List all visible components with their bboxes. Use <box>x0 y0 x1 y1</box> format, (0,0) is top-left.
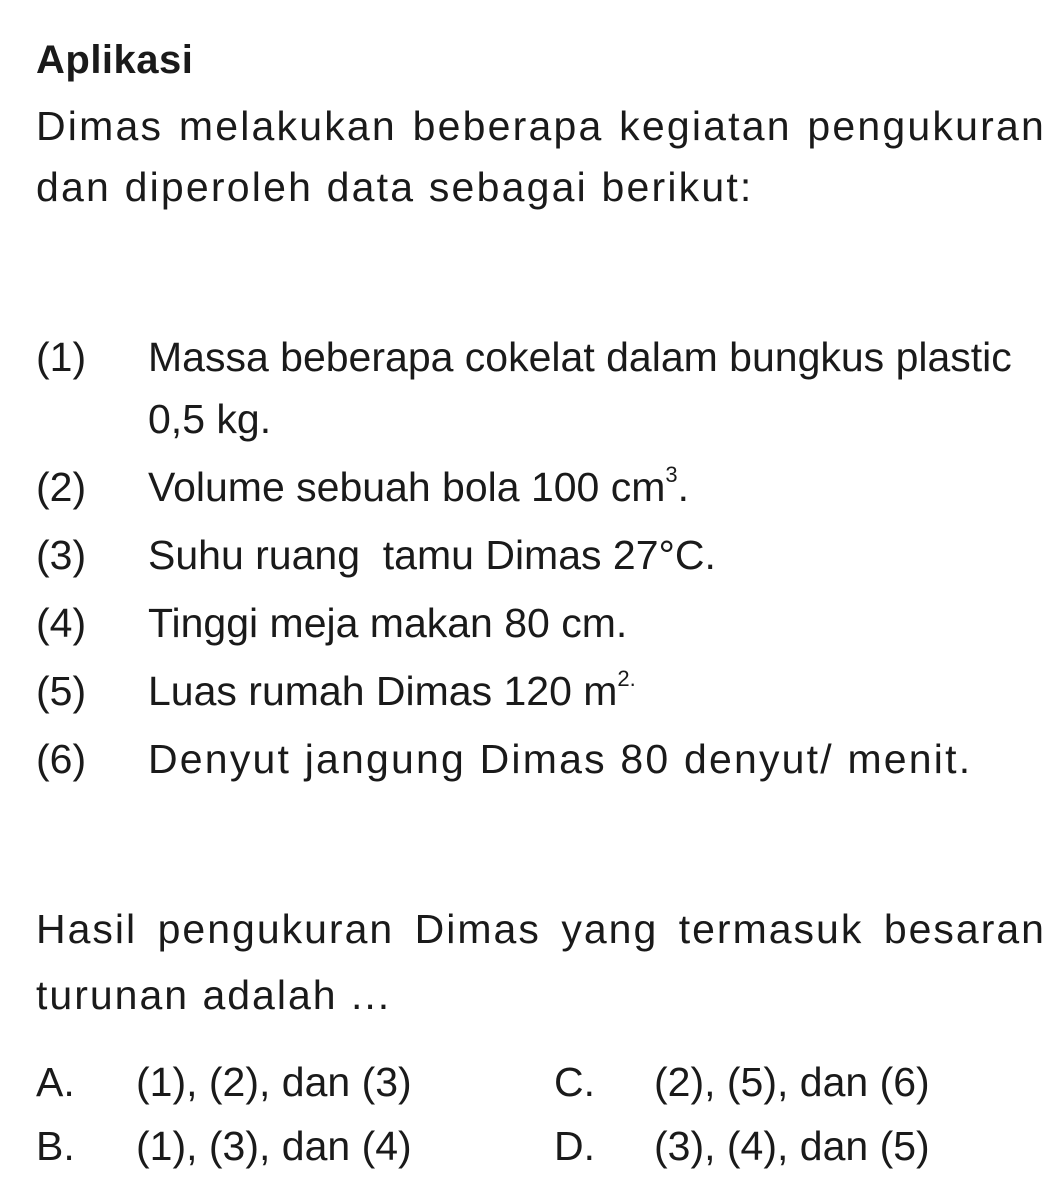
list-item <box>36 728 1046 790</box>
item-number: (1) <box>36 334 87 380</box>
question-text: Hasil pengukuran Dimas yang termasuk besaran turunan adalah ... <box>36 906 1046 1018</box>
option-letter: A. <box>36 1059 75 1105</box>
option-text: (2), (5), dan (6) <box>654 1059 930 1105</box>
item-number: (6) <box>36 736 87 782</box>
item-number: (5) <box>36 668 87 714</box>
item-number: (2) <box>36 464 87 510</box>
list-item <box>36 660 1046 722</box>
item-number: (4) <box>36 600 87 646</box>
item-text: Suhu ruang tamu Dimas 27°C. <box>148 532 716 578</box>
option-letter: B. <box>36 1123 75 1169</box>
option-b[interactable] <box>36 1112 412 1180</box>
list-item <box>36 592 1046 654</box>
option-letter: C. <box>554 1059 595 1105</box>
superscript: 3 <box>665 462 678 488</box>
option-c[interactable] <box>554 1048 930 1116</box>
measurement-list <box>36 326 1046 796</box>
list-item <box>36 326 1046 450</box>
item-text: Luas rumah Dimas 120 $m^{2.}$ <box>148 666 636 714</box>
item-text: Denyut jangung Dimas 80 denyut/ menit. <box>148 736 973 782</box>
list-item <box>36 524 1046 586</box>
superscript: 2. <box>617 666 636 692</box>
option-letter: D. <box>554 1123 595 1169</box>
list-item <box>36 456 1046 518</box>
option-text: (1), (2), dan (3) <box>136 1059 412 1105</box>
option-text: (3), (4), dan (5) <box>654 1123 930 1169</box>
item-text: Tinggi meja makan 80 cm. <box>148 600 628 646</box>
option-a[interactable] <box>36 1048 412 1116</box>
option-text: (1), (3), dan (4) <box>136 1123 412 1169</box>
item-number: (3) <box>36 532 87 578</box>
intro-paragraph: Dimas melakukan beberapa kegiatan pengukuran dan diperoleh data sebagai berikut: <box>36 103 1046 210</box>
item-text: Volume sebuah bola 100 $cm^3$. <box>148 462 690 510</box>
section-heading: Aplikasi <box>36 38 194 82</box>
option-d[interactable] <box>554 1112 930 1180</box>
item-text: Massa beberapa cokelat dalam bungkus plastic 0,5 kg. <box>148 334 1012 442</box>
